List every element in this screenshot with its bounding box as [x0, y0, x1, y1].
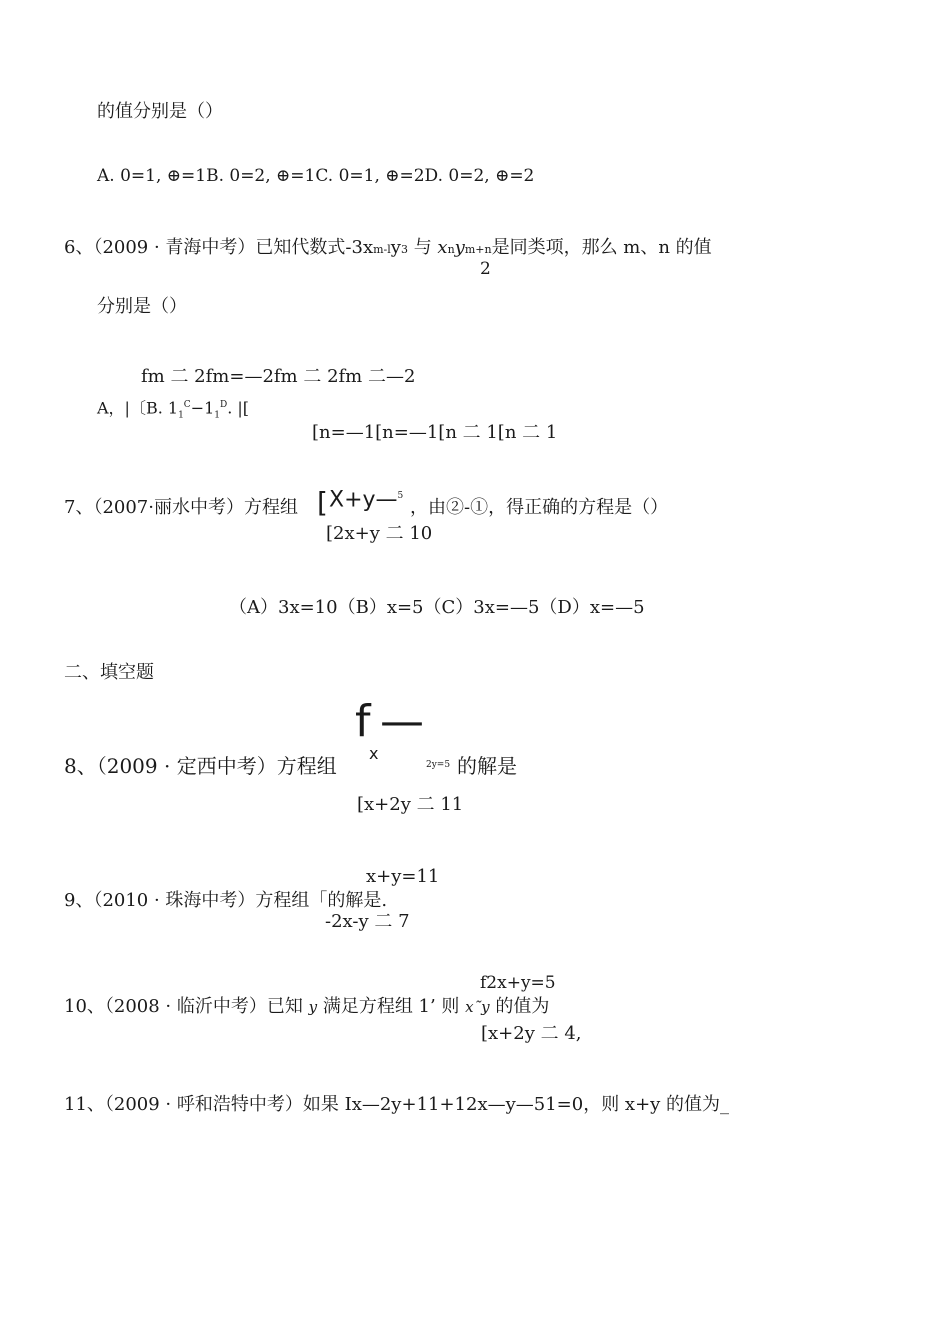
q10-y-var: y — [308, 998, 318, 1016]
q7-stem-tail: ，由②-①，得正确的方程是（） — [410, 497, 669, 518]
q6-x-n: x — [437, 237, 448, 258]
q10-stem-tail: 的值为 — [489, 996, 550, 1017]
q10-equation-2: [x+2y 二 4, — [481, 1023, 582, 1044]
q6-stem-tail: 是同类项，那么 m、n 的值 — [491, 237, 712, 258]
q9-stem: 9、（2010 · 珠海中考）方程组「的解是. — [64, 890, 388, 911]
q6-subscript-mn: m+n — [464, 243, 492, 256]
q6-subscript-2: 3 — [400, 243, 408, 256]
q7-brace: [ — [317, 486, 328, 519]
q6-stem — [64, 237, 712, 261]
q9-equation-2: -2x-y 二 7 — [325, 911, 410, 932]
q8-brace-dash: — — [380, 696, 424, 747]
q6-opt2-left: A，|〔B. 1 — [97, 398, 179, 418]
q8-x-label: x — [369, 744, 379, 763]
q10-stem — [64, 996, 549, 1018]
q6-connector: 与 — [407, 237, 438, 258]
q8-stem: 8、（2009 · 定西中考）方程组 — [64, 754, 337, 778]
q6-denominator: 2 — [480, 259, 491, 279]
section-title-fill-in: 二、填空题 — [64, 662, 154, 683]
q7-stem: 7、（2007·丽水中考）方程组 — [64, 497, 298, 518]
q6-stem-continuation: 分别是（） — [97, 296, 187, 317]
q10-stem-mid: 满足方程组 1’ 则 — [317, 996, 466, 1017]
q7-equation-1 — [329, 484, 403, 512]
q6-opt2-right: . |[ — [227, 398, 250, 418]
q9-equation-1: x+y=11 — [366, 866, 440, 887]
q11-stem: 11、（2009 · 呼和浩特中考）如果 Ix—2y+11+12x—y—51=0，则 x+y 的值为_ — [64, 1094, 730, 1115]
q6-subscript-n: n — [447, 243, 455, 256]
q10-equation-1: f2x+y=5 — [480, 973, 556, 993]
q7-eq1-sub: 5 — [397, 491, 404, 501]
q6-opt2-sub1: 1 — [178, 410, 184, 421]
q8-stem-tail: 的解是 — [457, 754, 517, 778]
q7-equation-2: [2x+y 二 10 — [326, 523, 433, 544]
q6-y-var: y — [390, 237, 401, 258]
q7-eq1-text: X+y— — [329, 487, 398, 513]
q8-small-eq: 2y=5 — [426, 760, 451, 770]
q6-opt2-sup2: D — [220, 400, 228, 410]
q6-opt2-mid: −1 — [190, 398, 215, 418]
q10-xy-var: x˜y — [465, 998, 490, 1016]
q10-stem-start: 10、（2008 · 临沂中考）已知 — [64, 996, 309, 1017]
q6-opt2-sub2: 1 — [214, 410, 221, 421]
q6-options-line-3: [n=—1[n=—1[n 二 1[n 二 1 — [312, 422, 558, 443]
q7-options: （A）3x=10（B）x=5（C）3x=—5（D）x=—5 — [229, 597, 645, 618]
q6-opt2-sup1: C — [183, 400, 191, 410]
q5-stem-continuation: 的值分别是（） — [97, 101, 223, 122]
q6-options-line-1: fm 二 2fm=—2fm 二 2fm 二—2 — [141, 366, 416, 387]
q8-equation-2: [x+2y 二 11 — [357, 794, 464, 815]
q5-options: A. 0=1, ⊕=1B. 0=2, ⊕=1C. 0=1, ⊕=2D. 0=2, ⊕=2 — [97, 166, 535, 186]
q6-stem-start: 6、（2009 · 青海中考）已知代数式-3x — [64, 237, 374, 258]
q6-subscript-1: m-l — [373, 243, 391, 256]
q8-brace-f: f — [355, 696, 371, 747]
q6-y-mn: y — [454, 237, 465, 258]
q6-options-line-2 — [97, 394, 249, 427]
